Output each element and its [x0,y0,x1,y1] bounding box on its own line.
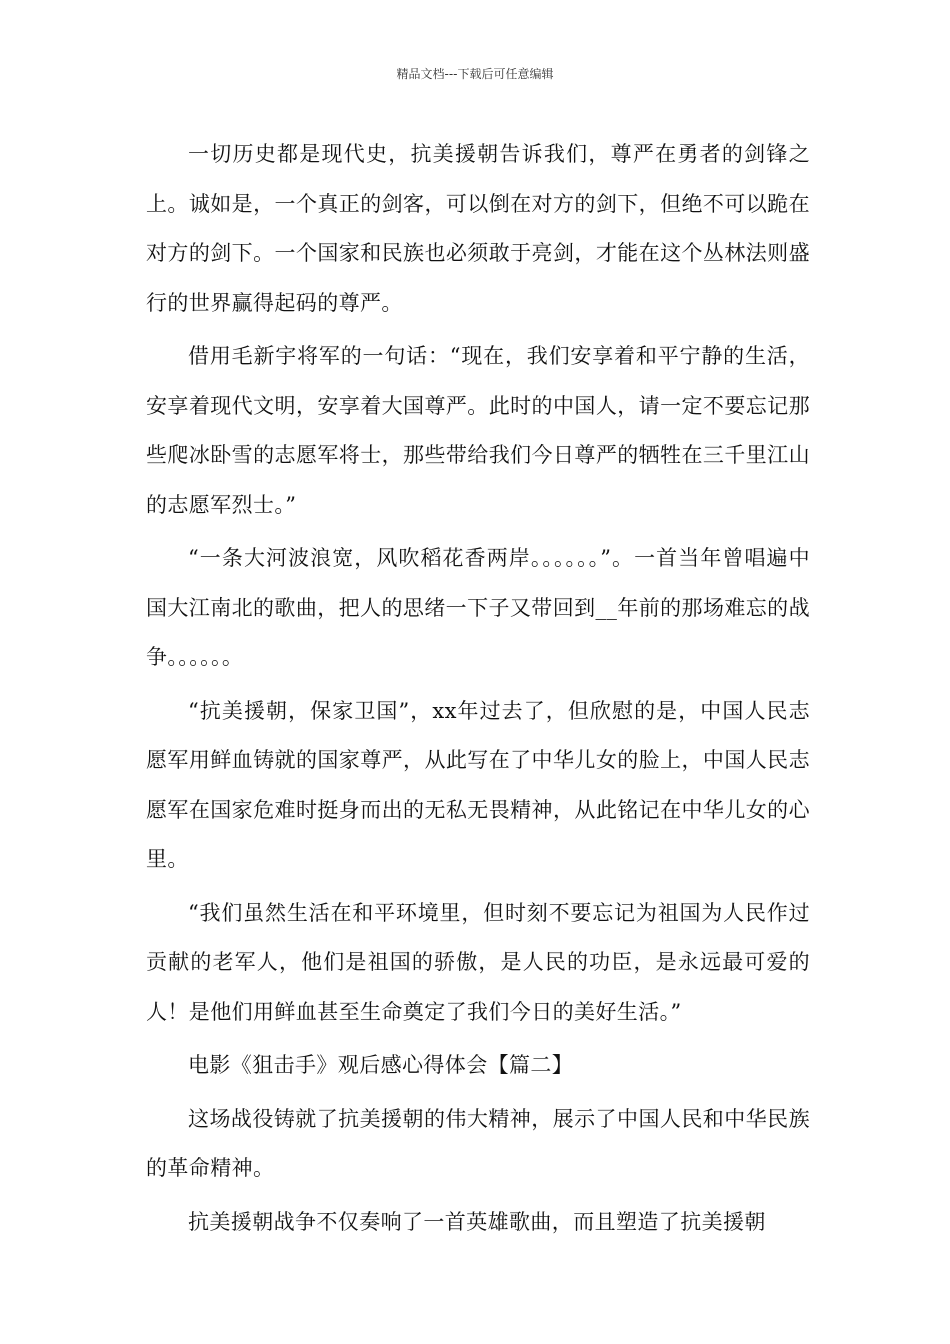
page-header: 精品文档---下载后可任意编辑 [396,67,554,81]
paragraph-6: 这场战役铸就了抗美援朝的伟大精神，展示了中国人民和中华民族的革命精神。 [146,1106,810,1180]
paragraph-5: “我们虽然生活在和平环境里，但时刻不要忘记为祖国为人民作过贡献的老军人，他们是祖国的骄傲，是人民的功臣，是永远最可爱的人！是他们用鲜血甚至生命奠定了我们今日的美好生活。” [146,900,810,1024]
paragraph-4: “抗美援朝，保家卫国”，xx年过去了，但欣慰的是，中国人民志愿军用鲜血铸就的国家尊严，从此写在了中华儿女的脸上，中国人民志愿军在国家危难时挺身而出的无私无畏精神，从此铭记在中华儿女的心里。 [146,698,810,871]
paragraph-2: 借用毛新宇将军的一句话：“现在，我们安享着和平宁静的生活，安享着现代文明，安享着大国尊严。此时的中国人，请一定不要忘记那些爬冰卧雪的志愿军将士，那些带给我们今日尊严的牺牲在三千里江山的志愿军烈士。” [146,344,810,517]
paragraph-7: 抗美援朝战争不仅奏响了一首英雄歌曲，而且塑造了抗美援朝 [188,1209,766,1234]
paragraph-3: “一条大河波浪宽，风吹稻花香两岸。。。。。。”。一首当年曾唱遍中国大江南北的歌曲，把人的思绪一下子又带回到__年前的那场难忘的战争。。。。。。 [146,546,810,669]
section-heading: 电影《狙击手》观后感心得体会【篇二】 [188,1053,574,1077]
paragraph-1: 一切历史都是现代史，抗美援朝告诉我们，尊严在勇者的剑锋之上。诚如是，一个真正的剑客，可以倒在对方的剑下，但绝不可以跪在对方的剑下。一个国家和民族也必须敢于亮剑，才能在这个丛林法则盛行的世界赢得起码的尊严。 [146,142,810,315]
document-body [146,130,810,1251]
